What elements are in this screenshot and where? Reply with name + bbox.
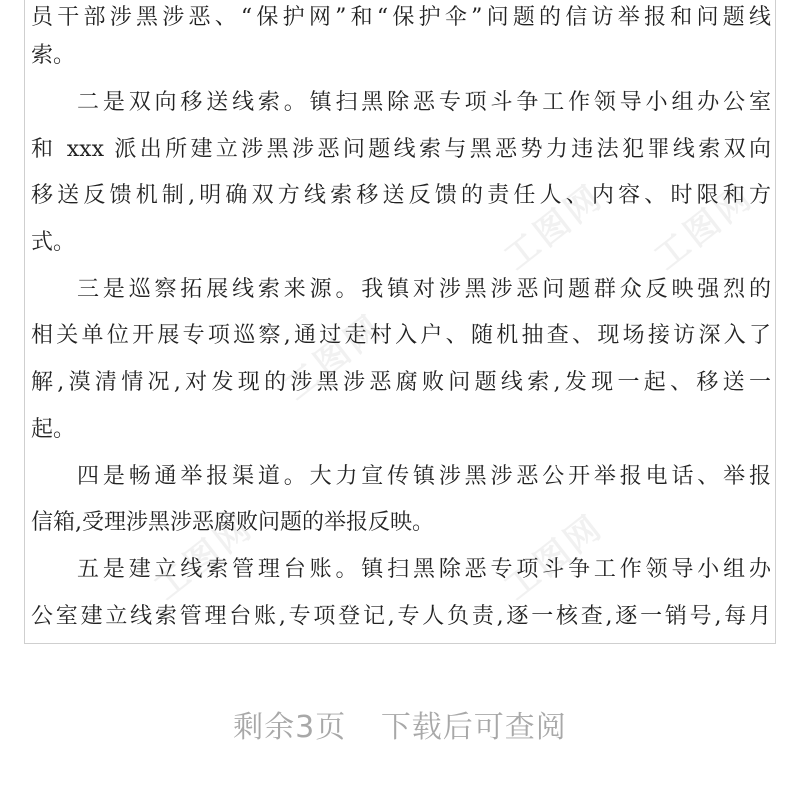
paragraph-line: 解,漠清情况,对发现的涉黑涉恶腐败问题线索,发现一起、移送一: [31, 370, 771, 395]
paragraph-line: 员干部涉黑涉恶、“保护网”和“保护伞”问题的信访举报和问题线: [31, 5, 771, 30]
remaining-pages-label: 剩余3页: [233, 710, 347, 745]
paragraph-line: 五是建立线索管理台账。镇扫黑除恶专项斗争工作领导小组办: [77, 557, 771, 582]
watermark: 工图网: [496, 176, 612, 279]
paragraph-line: 移送反馈机制,明确双方线索移送反馈的责任人、内容、时限和方: [31, 183, 771, 208]
paragraph-line: 二是双向移送线索。镇扫黑除恶专项斗争工作领导小组办公室: [77, 90, 771, 115]
paragraph-line: 和 xxx 派出所建立涉黑涉恶问题线索与黑恶势力违法犯罪线索双向: [31, 137, 771, 162]
paragraph-line: 信箱,受理涉黑涉恶腐败问题的举报反映。: [31, 510, 434, 535]
paragraph-line: 相关单位开展专项巡察,通过走村入户、随机抽查、现场接访深入了: [31, 323, 771, 348]
download-prompt[interactable]: [0, 702, 800, 754]
document-page: [24, 0, 776, 644]
watermark: 工图网: [646, 176, 762, 279]
paragraph-line: 索。: [31, 43, 76, 68]
watermark: 工图网: [146, 506, 262, 609]
paragraph-line: 四是畅通举报渠道。大力宣传镇涉黑涉恶公开举报电话、举报: [77, 464, 771, 489]
paragraph-line: 三是巡察拓展线索来源。我镇对涉黑涉恶问题群众反映强烈的: [77, 277, 771, 302]
download-hint-label: 下载后可查阅: [380, 710, 567, 745]
watermark: 工图网: [496, 506, 612, 609]
paragraph-line: 公室建立线索管理台账,专项登记,专人负责,逐一核查,逐一销号,每月: [31, 604, 771, 629]
paragraph-line: 起。: [31, 417, 76, 442]
paragraph-line: 式。: [31, 230, 76, 255]
watermark: 工图网: [276, 306, 392, 409]
